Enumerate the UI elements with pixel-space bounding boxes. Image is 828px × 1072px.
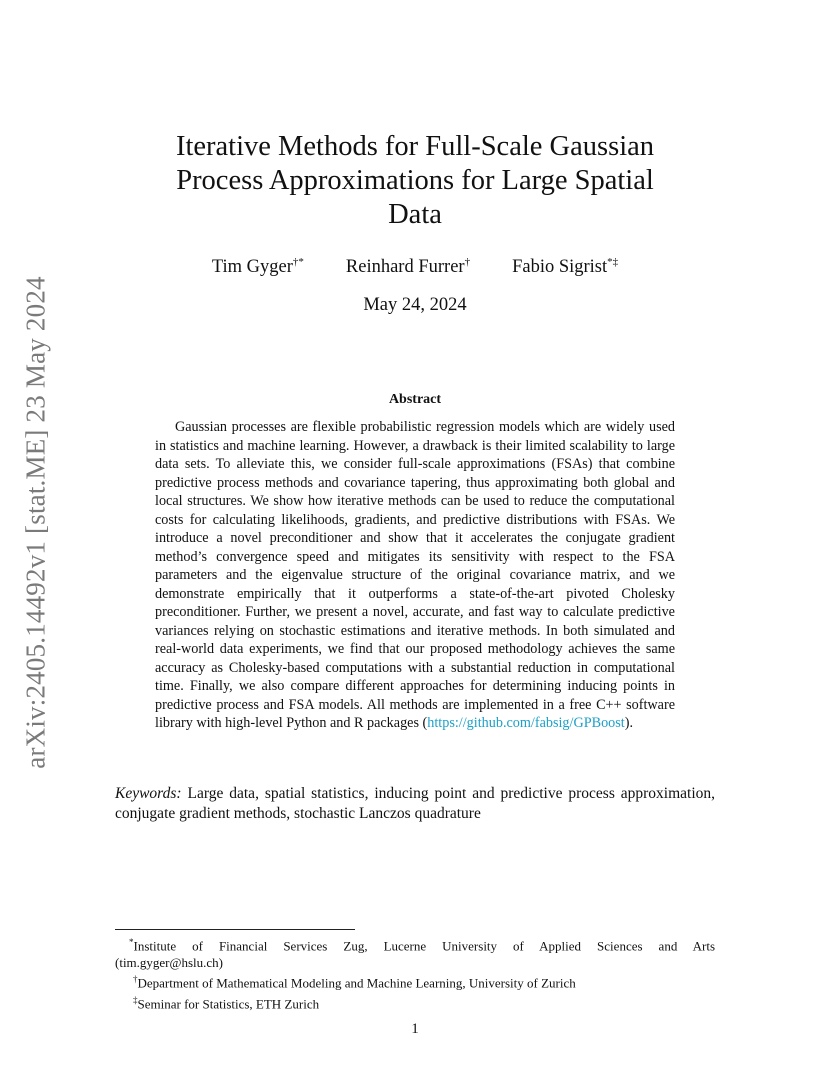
author-affiliation-marks: † xyxy=(464,256,471,268)
footnote-divider xyxy=(115,929,355,930)
footnote: *Institute of Financial Services Zug, Lucerne University of Applied Sciences and Arts (tim.gyger@hslu.ch) xyxy=(115,937,715,970)
keywords-label: Keywords: xyxy=(115,785,182,802)
author: Fabio Sigrist*‡ xyxy=(512,256,619,278)
footnote: ‡Seminar for Statistics, ETH Zurich xyxy=(133,995,320,1012)
abstract-body xyxy=(155,418,675,733)
author-list xyxy=(115,256,715,278)
paper-title xyxy=(115,130,715,232)
footnote: †Department of Mathematical Modeling and Machine Learning, University of Zurich xyxy=(133,974,576,991)
author-affiliation-marks: †* xyxy=(292,256,304,268)
publication-date: May 24, 2024 xyxy=(363,295,467,315)
arxiv-identifier-stamp xyxy=(10,272,62,772)
footnotes xyxy=(115,934,715,1013)
author: Tim Gyger†* xyxy=(211,256,304,278)
keywords xyxy=(115,784,715,824)
title-line: Data xyxy=(388,199,442,230)
abstract-tail: ). xyxy=(624,715,634,731)
title-line: Iterative Methods for Full-Scale Gaussian xyxy=(175,131,655,162)
author-affiliation-marks: *‡ xyxy=(607,256,619,268)
abstract-text: Gaussian processes are flexible probabilistic regression models which are widely used in statistics and machine learning. However, a drawback is their limited scalability to large data sets. To alleviate this, we consider full-scale approximations (FSAs) that combine predictive process methods and covariance tapering, thus approximating both global and local structures. We show how iterative methods can be used to reduce the computational costs for calculating likelihoods, gradients, and predictive distributions with FSAs. We introduce a novel preconditioner and show that it accelerates the conjugate gradient method’s convergence speed and mitigates its sensitivity with respect to the FSA parameters and the eigenvalue structure of the original covariance matrix, and we demonstrate empirically that it outperforms a state-of-the-art pivoted Cholesky preconditioner. Further, we present a novel, accurate, and fast way to calculate predictive variances relying on stochastic estimations and iterative methods. In both simulated and real-world data experiments, we find that our proposed methodology achieves the same accuracy as Cholesky-based computations with a substantial reduction in computational time. Finally, we also compare different approaches for determining inducing points in predictive process and FSA models. All methods are implemented in a free C++ software library with high-level Python and R packages ( xyxy=(155,419,675,731)
repository-link[interactable]: https://github.com/fabsig/GPBoost xyxy=(427,715,625,731)
abstract-heading: Abstract xyxy=(388,392,442,407)
keywords-text: Large data, spatial statistics, inducing point and predictive process approximation, conjugate gradient methods, stochastic Lanczos quadrature xyxy=(115,785,716,822)
author: Reinhard Furrer† xyxy=(345,256,471,278)
arxiv-identifier-text: arXiv:2405.14492v1 [stat.ME] 23 May 2024 xyxy=(20,275,51,769)
page-number: 1 xyxy=(411,1021,419,1037)
title-line: Process Approximations for Large Spatial xyxy=(176,165,654,196)
